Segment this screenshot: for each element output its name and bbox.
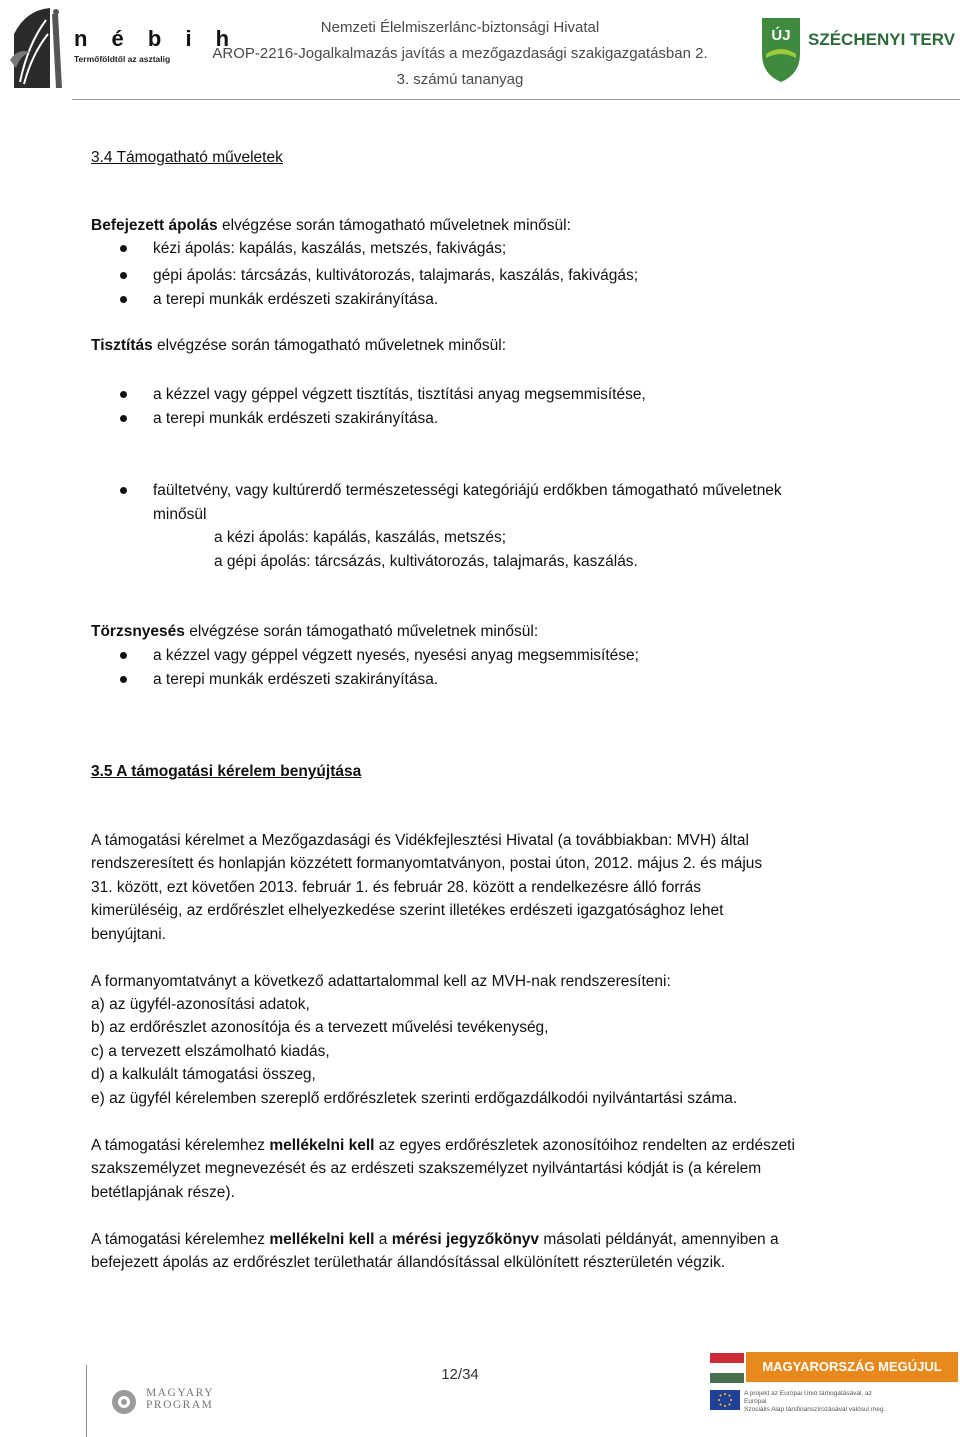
bullet-icon bbox=[120, 296, 127, 303]
szechenyi-terv-logo-text: SZÉCHENYI TERV bbox=[808, 30, 956, 49]
para-rest: elvégzése során támogatható műveletnek minősül: bbox=[217, 217, 571, 234]
header-material-number: 3. számú tananyag bbox=[396, 71, 524, 88]
list-item: a terepi munkák erdészeti szakirányítása. bbox=[153, 671, 439, 688]
list-item: a terepi munkák erdészeti szakirányítása. bbox=[153, 410, 439, 427]
list-item: gépi ápolás: tárcsázás, kultivátorozás, talajmarás, kaszálás, fakivágás; bbox=[153, 267, 639, 284]
header-divider bbox=[72, 99, 960, 100]
magyary-logo-line1: MAGYARY bbox=[146, 1387, 215, 1399]
eu-funding-note bbox=[744, 1390, 894, 1414]
page-header bbox=[0, 0, 960, 100]
bullet-icon bbox=[120, 487, 127, 494]
term-torzsnyeses: Törzsnyesés bbox=[91, 623, 185, 640]
term-mellekelni-kell: mellékelni kell bbox=[269, 1231, 375, 1248]
list-item: c) a tervezett elszámolható kiadás, bbox=[91, 1043, 330, 1060]
eu-flag-icon bbox=[710, 1390, 740, 1410]
header-project-name: AROP-2216-Jogalkalmazás javítás a mezőgazdasági szakigazgatásban 2. bbox=[212, 45, 708, 62]
section-34-para-befejezett bbox=[91, 214, 571, 237]
list-item: d) a kalkulált támogatási összeg, bbox=[91, 1066, 316, 1083]
term-mellekelni-kell: mellékelni kell bbox=[269, 1137, 375, 1154]
section-35-para1-line: 31. között, ezt követően 2013. február 1. és február 28. között a rendelkezésre álló forrás bbox=[91, 879, 702, 896]
term-meresi-jegyzokonyv: mérési jegyzőkönyv bbox=[391, 1231, 540, 1248]
list-item-faultetveny-line2: minősül bbox=[153, 506, 207, 523]
para-text: az egyes erdőrészletek azonosítóihoz rendelten az erdészeti bbox=[374, 1137, 795, 1154]
section-35-heading: 3.5 A támogatási kérelem benyújtása bbox=[91, 763, 362, 780]
list-item: b) az erdőrészlet azonosítója és a tervezett művelési tevékenység, bbox=[91, 1019, 549, 1036]
para-rest: elvégzése során támogatható műveletnek minősül: bbox=[152, 337, 507, 354]
section-35-para4-line1 bbox=[91, 1228, 883, 1251]
magyary-program-logo-text bbox=[146, 1387, 214, 1411]
list-item-faultetveny-line1: faültetvény, vagy kultúrerdő természetességi kategóriájú erdőkben támogatható műveletnek bbox=[153, 482, 782, 499]
nebih-logo-icon bbox=[6, 4, 68, 90]
section-35-para2-intro: A formanyomtatványt a következő adattartalommal kell az MVH-nak rendszeresíteni: bbox=[91, 973, 671, 990]
magyarorszag-megujul-banner: MAGYARORSZÁG MEGÚJUL bbox=[746, 1352, 958, 1382]
list-item: a) az ügyfél-azonosítási adatok, bbox=[91, 996, 310, 1013]
para-text: a bbox=[374, 1231, 392, 1248]
section-35-para1-line: benyújtani. bbox=[91, 926, 166, 943]
para-text: A támogatási kérelemhez bbox=[91, 1231, 270, 1248]
para-rest: elvégzése során támogatható műveletnek minősül: bbox=[184, 623, 539, 640]
bullet-icon bbox=[120, 676, 127, 683]
section-34-para-tisztitas bbox=[91, 334, 506, 357]
para-text: A támogatási kérelemhez bbox=[91, 1137, 270, 1154]
section-35-para3-line1 bbox=[91, 1134, 883, 1157]
bullet-icon bbox=[120, 415, 127, 422]
bullet-icon bbox=[120, 272, 127, 279]
header-agency-name: Nemzeti Élelmiszerlánc-biztonsági Hivatal bbox=[320, 19, 600, 36]
szechenyi-emblem-text: ÚJ bbox=[771, 27, 791, 44]
section-35-para3-line3: betétlapjának része). bbox=[91, 1184, 235, 1201]
term-tisztitas: Tisztítás bbox=[91, 337, 153, 354]
eu-note-line2: Szociális Alap társfinanszírozásával valósul meg. bbox=[744, 1406, 886, 1413]
term-befejezett-apolas: Befejezett ápolás bbox=[91, 217, 218, 234]
list-item: a kézzel vagy géppel végzett nyesés, nyesési anyag megsemmisítése; bbox=[153, 647, 639, 664]
eu-note-line1: A projekt az Európai Unió támogatásával, az Európai bbox=[744, 1390, 872, 1405]
bullet-icon bbox=[120, 391, 127, 398]
bullet-icon bbox=[120, 245, 127, 252]
nebih-wordmark: n é b i h bbox=[74, 26, 239, 51]
section-35-para3-line2: szakszemélyzet megnevezését és az erdészeti szakszemélyzet nyilvántartási kódját is (a kérelem bbox=[91, 1160, 762, 1177]
page-number: 12/34 bbox=[441, 1366, 479, 1383]
para-text: másolati példányát, amennyiben a bbox=[539, 1231, 779, 1248]
bullet-icon bbox=[120, 652, 127, 659]
section-35-para4-line2: befejezett ápolás az erdőrészlet területhatár állandósítással elkülönített részterületén végzik. bbox=[91, 1254, 726, 1271]
list-item: kézi ápolás: kapálás, kaszálás, metszés, fakivágás; bbox=[153, 240, 507, 257]
footer-divider bbox=[86, 1365, 87, 1437]
section-35-para1-line: rendszeresített és honlapján közzétett formanyomtatványon, postai úton, 2012. május 2. és május bbox=[91, 855, 763, 872]
magyary-program-logo-icon bbox=[110, 1388, 140, 1416]
section-35-para1-line: A támogatási kérelmet a Mezőgazdasági és Vidékfejlesztési Hivatal (a továbbiakban: MVH) által bbox=[91, 832, 749, 849]
list-item: a kézzel vagy géppel végzett tisztítás, tisztítási anyag megsemmisítése, bbox=[153, 386, 646, 403]
section-34-para-torzsnyeses bbox=[91, 620, 538, 643]
sub-list-item: a gépi ápolás: tárcsázás, kultivátorozás, talajmarás, kaszálás. bbox=[214, 553, 638, 570]
magyary-logo-line2: PROGRAM bbox=[146, 1399, 214, 1411]
list-item: a terepi munkák erdészeti szakirányítása. bbox=[153, 291, 439, 308]
section-34-heading: 3.4 Támogatható műveletek bbox=[91, 149, 283, 166]
hungarian-flag-icon bbox=[710, 1353, 744, 1383]
section-35-para1-line: kimerüléséig, az erdőrészlet elhelyezkedése szerint illetékes erdészeti igazgatósághoz lehet bbox=[91, 902, 724, 919]
list-item: e) az ügyfél kérelemben szereplő erdőrészletek szerinti erdőgazdálkodói nyilvántartási száma. bbox=[91, 1090, 738, 1107]
nebih-tagline: Termőföldtől az asztalig bbox=[74, 54, 171, 64]
sub-list-item: a kézi ápolás: kapálás, kaszálás, metszés; bbox=[214, 529, 507, 546]
szechenyi-terv-emblem-icon bbox=[758, 14, 804, 84]
